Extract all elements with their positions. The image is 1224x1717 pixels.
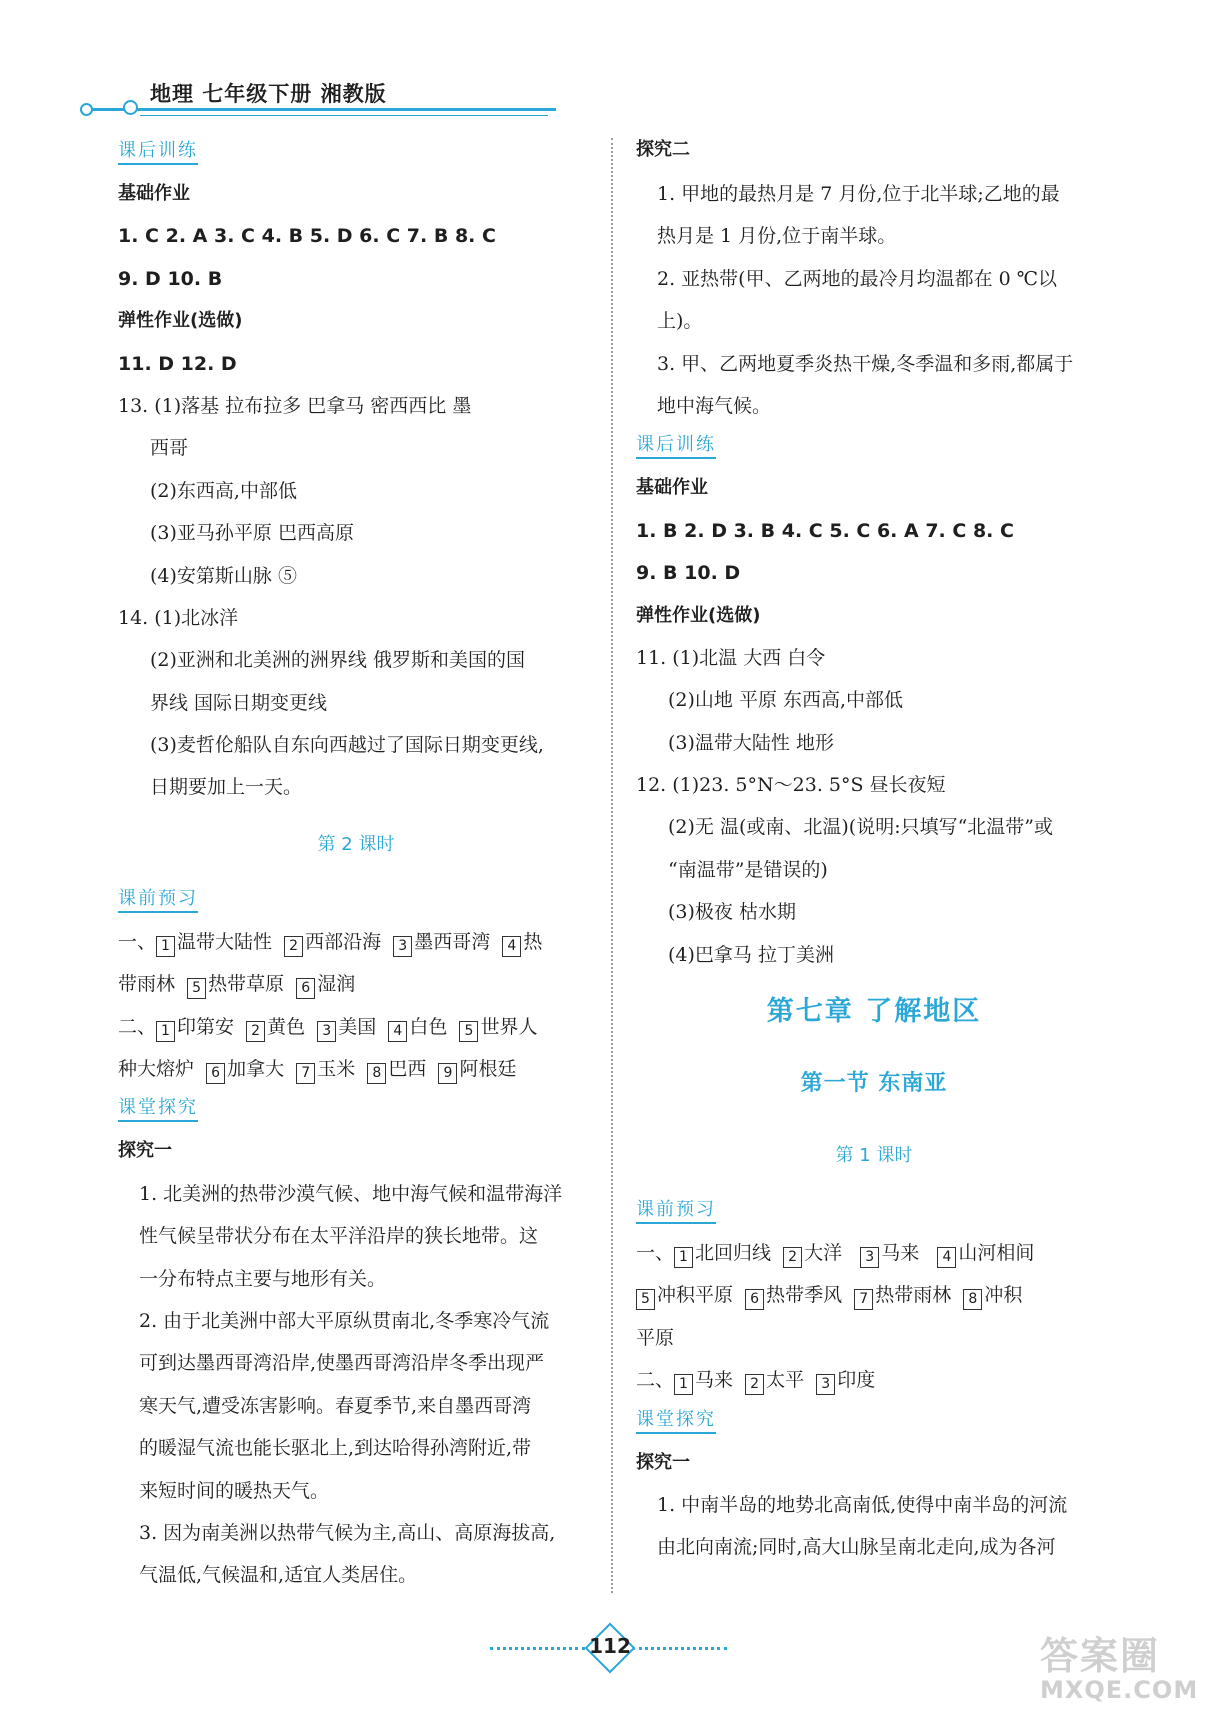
answer-line: 9. B 10. D <box>636 562 741 585</box>
chapter-title: 第七章 了解地区 <box>766 996 982 1028</box>
answer-line: (2)亚洲和北美洲的洲界线 俄罗斯和美国的国 <box>150 649 525 672</box>
answer-line: 由北向南流;同时,高大山脉呈南北走向,成为各河 <box>657 1536 1056 1559</box>
answer-line: (4)巴拿马 拉丁美洲 <box>668 943 834 966</box>
lesson-title: 第 1 课时 <box>835 1145 913 1167</box>
watermark-logo: 答案圈 <box>1040 1634 1161 1678</box>
answer-line: 14. (1)北冰洋 <box>118 606 239 629</box>
subsection-title: 探究二 <box>636 139 690 160</box>
watermark-url: MXQE.COM <box>1040 1676 1199 1704</box>
answer-line: 界线 国际日期变更线 <box>150 691 328 714</box>
section-title: 课后训练 <box>118 139 198 165</box>
answer-line: 来短时间的暖热天气。 <box>139 1479 330 1502</box>
column-divider <box>611 138 613 1593</box>
answer-line: 二、 1 印第安 2 黄色 3 美国 4 白色 5 世界人 <box>118 1006 594 1048</box>
answer-line: 3. 因为南美洲以热带气候为主,高山、高原海拔高, <box>139 1521 556 1544</box>
section-title: 课前预习 <box>636 1198 716 1224</box>
left-column <box>118 133 594 1597</box>
answer-line: 1. 北美洲的热带沙漠气候、地中海气候和温带海洋 <box>139 1182 563 1205</box>
answer-line: 上)。 <box>657 310 703 333</box>
answer-line: 一、 1 温带大陆性 2 西部沿海 3 墨西哥湾 4 热 <box>118 921 594 963</box>
section-title: 课堂探究 <box>118 1096 198 1122</box>
subsection-title: 基础作业 <box>636 477 708 499</box>
answer-line: (3)温带大陆性 地形 <box>668 731 834 754</box>
header-rule <box>88 108 556 111</box>
answer-line: (3)麦哲伦船队自东向西越过了国际日期变更线, <box>150 734 544 757</box>
answer-line: 3. 甲、乙两地夏季炎热干燥,冬季温和多雨,都属于 <box>657 352 1074 375</box>
answer-line: 地中海气候。 <box>657 394 772 417</box>
answer-line: (3)极夜 枯水期 <box>668 901 796 924</box>
section-title: 课前预习 <box>118 887 198 913</box>
answer-line: 5 冲积平原 6 热带季风 7 热带雨林 8 冲积 <box>636 1274 1112 1316</box>
answer-line: 2. 由于北美洲中部大平原纵贯南北,冬季寒冷气流 <box>139 1309 550 1332</box>
section-title: 课后训练 <box>636 433 716 459</box>
answer-line: 种大熔炉 6 加拿大 7 玉米 8 巴西 9 阿根廷 <box>118 1048 594 1090</box>
answer-line: 热月是 1 月份,位于南半球。 <box>657 225 897 248</box>
right-column <box>636 133 1112 1569</box>
answer-line: 的暖湿气流也能长驱北上,到达哈得孙湾附近,带 <box>139 1437 532 1460</box>
answer-line: 11. D 12. D <box>118 352 237 375</box>
lesson-title: 第 2 课时 <box>317 833 395 855</box>
answer-line: 1. C 2. A 3. C 4. B 5. D 6. C 7. B 8. C <box>118 225 496 248</box>
answer-line: (4)安第斯山脉 ⑤ <box>150 564 297 587</box>
header-circle-icon <box>123 100 138 115</box>
answer-line: 平原 <box>636 1326 675 1349</box>
answer-line: “南温带”是错误的) <box>668 858 828 881</box>
answer-line: 9. D 10. B <box>118 267 223 290</box>
book-title: 地理 七年级下册 湘教版 <box>150 82 387 106</box>
answer-line: 气温低,气候温和,适宜人类居住。 <box>139 1564 418 1587</box>
answer-line: 13. (1)落基 拉布拉多 巴拿马 密西西比 墨 <box>118 394 472 417</box>
answer-line: (2)东西高,中部低 <box>150 479 297 502</box>
answer-line: 2. 亚热带(甲、乙两地的最冷月均温都在 0 ℃以 <box>657 267 1058 290</box>
answer-line: 1. B 2. D 3. B 4. C 5. C 6. A 7. C 8. C <box>636 519 1014 542</box>
subsection-title: 基础作业 <box>118 183 190 204</box>
answer-line: (2)山地 平原 东西高,中部低 <box>668 689 904 712</box>
page-number: 112 <box>589 1634 631 1658</box>
header-dot-icon <box>80 103 93 116</box>
section-title: 课堂探究 <box>636 1408 716 1434</box>
answer-line: 一分布特点主要与地形有关。 <box>139 1267 387 1290</box>
answer-line: 1. 中南半岛的地势北高南低,使得中南半岛的河流 <box>657 1493 1068 1516</box>
footer-dots-right <box>632 1647 727 1650</box>
answer-line: 12. (1)23. 5°N～23. 5°S 昼长夜短 <box>636 774 946 797</box>
subsection-title: 探究一 <box>636 1451 690 1473</box>
subsection-title: 弹性作业(选做) <box>118 310 243 332</box>
answer-line: 一、 1 北回归线 2 大洋 3 马来 4 山河相间 <box>636 1232 1112 1274</box>
answer-line: (2)无 温(或南、北温)(说明:只填写“北温带”或 <box>668 816 1054 839</box>
footer-dots-left <box>490 1647 585 1650</box>
answer-line: 可到达墨西哥湾沿岸,使墨西哥湾沿岸冬季出现严 <box>139 1352 545 1375</box>
answer-line: 二、 1 马来 2 太平 3 印度 <box>636 1359 1112 1401</box>
section-heading: 第一节 东南亚 <box>800 1071 948 1097</box>
answer-line: 西哥 <box>150 437 189 460</box>
answer-line: 性气候呈带状分布在太平洋沿岸的狭长地带。这 <box>139 1225 539 1248</box>
answer-line: (3)亚马孙平原 巴西高原 <box>150 522 354 545</box>
answer-line: 日期要加上一天。 <box>150 776 303 799</box>
answer-line: 11. (1)北温 大西 白令 <box>636 646 826 669</box>
answer-line: 寒天气,遭受冻害影响。春夏季节,来自墨西哥湾 <box>139 1394 532 1417</box>
answer-line: 带雨林 5 热带草原 6 湿润 <box>118 963 594 1005</box>
header-rule-thin <box>140 115 548 116</box>
answer-line: 1. 甲地的最热月是 7 月份,位于北半球;乙地的最 <box>657 183 1060 205</box>
subsection-title: 探究一 <box>118 1140 172 1162</box>
subsection-title: 弹性作业(选做) <box>636 604 761 626</box>
